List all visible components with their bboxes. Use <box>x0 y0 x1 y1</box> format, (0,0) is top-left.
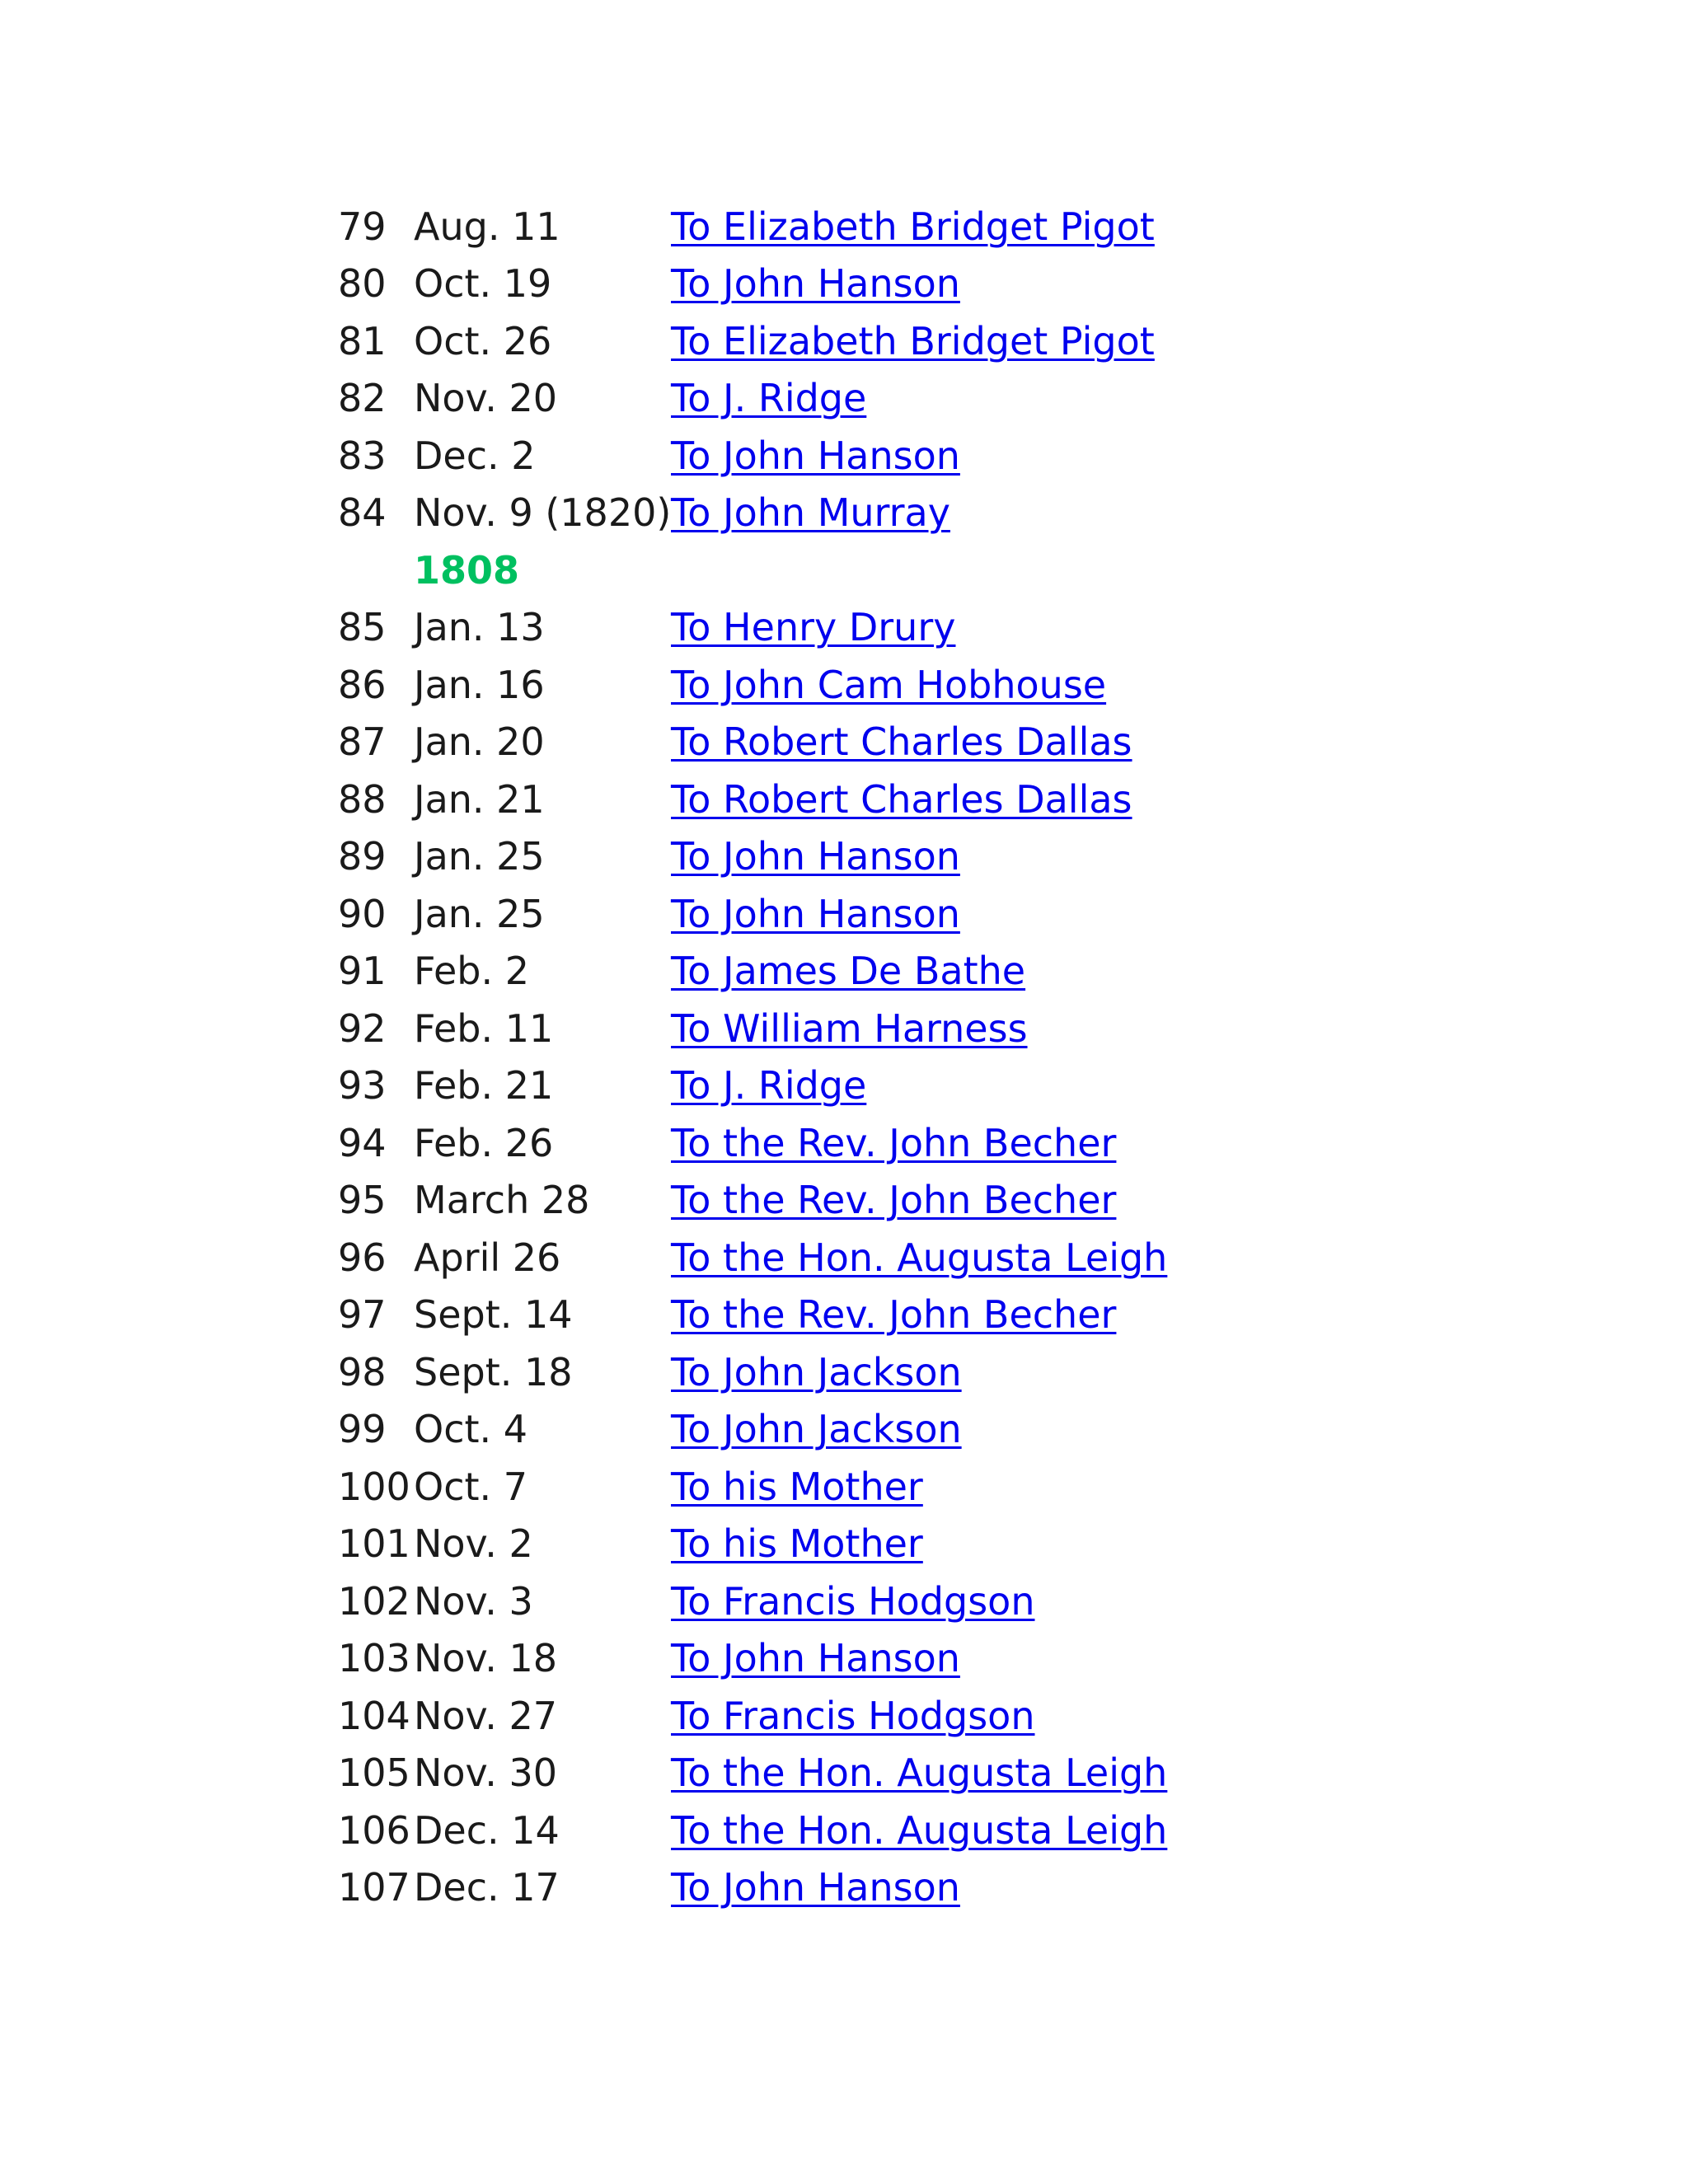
letter-row <box>338 943 1409 1001</box>
letter-number: 80 <box>338 261 387 307</box>
letter-row <box>338 714 1409 771</box>
letter-date: Feb. 21 <box>414 1063 554 1108</box>
letter-recipient-link[interactable]: To John Hanson <box>671 1865 960 1910</box>
letter-number: 107 <box>338 1865 410 1910</box>
letter-date: Feb. 11 <box>414 1005 554 1051</box>
letter-row <box>338 1630 1409 1688</box>
letter-recipient-cell <box>671 1750 1168 1796</box>
letter-recipient-cell <box>671 891 960 936</box>
letter-row <box>338 485 1409 542</box>
letter-recipient-cell <box>671 949 1026 994</box>
letter-row <box>338 1057 1409 1115</box>
letter-recipient-cell <box>671 662 1107 707</box>
letter-number: 92 <box>338 1005 387 1051</box>
letter-recipient-cell <box>671 433 960 478</box>
letter-date: Jan. 16 <box>414 662 545 707</box>
letter-row <box>338 1516 1409 1573</box>
letter-number: 84 <box>338 490 387 536</box>
letter-row <box>338 1859 1409 1917</box>
letter-date: Jan. 13 <box>414 605 545 650</box>
letter-recipient-cell <box>671 1407 962 1452</box>
letter-recipient-cell <box>671 776 1132 822</box>
letter-number: 103 <box>338 1636 410 1681</box>
letter-row <box>338 312 1409 370</box>
letter-date: Jan. 25 <box>414 834 545 879</box>
letter-recipient-cell <box>671 1693 1035 1738</box>
letter-date: Nov. 30 <box>414 1750 557 1796</box>
letter-recipient-cell <box>671 1292 1117 1338</box>
letter-recipient-cell <box>671 1005 1028 1051</box>
letter-recipient-link[interactable]: To Elizabeth Bridget Pigot <box>671 318 1155 363</box>
letters-list <box>338 198 1409 1916</box>
letter-recipient-cell <box>671 1464 923 1509</box>
letter-row <box>338 885 1409 943</box>
letter-recipient-cell <box>671 1807 1168 1853</box>
letter-recipient-cell <box>671 204 1155 249</box>
letter-recipient-link[interactable]: To J. Ridge <box>671 376 867 421</box>
letter-number: 96 <box>338 1235 387 1280</box>
letter-number: 87 <box>338 719 387 765</box>
letter-row <box>338 1114 1409 1172</box>
letter-number: 95 <box>338 1178 387 1223</box>
letter-date: Jan. 25 <box>414 891 545 936</box>
letter-date: April 26 <box>414 1235 561 1280</box>
letter-date: Oct. 26 <box>414 318 552 363</box>
letter-number: 90 <box>338 891 387 936</box>
letter-recipient-cell <box>671 318 1155 363</box>
letter-recipient-link[interactable]: To John Hanson <box>671 891 960 936</box>
letter-row <box>338 1802 1409 1859</box>
letter-row <box>338 1572 1409 1630</box>
letter-row <box>338 1172 1409 1230</box>
year-heading-row <box>338 541 1409 599</box>
letter-date: Dec. 14 <box>414 1807 560 1853</box>
letter-recipient-cell <box>671 261 960 307</box>
letter-date: Nov. 20 <box>414 376 557 421</box>
letter-recipient-cell <box>671 1178 1117 1223</box>
letter-date: Feb. 2 <box>414 949 529 994</box>
letter-recipient-link[interactable]: To John Jackson <box>671 1349 962 1394</box>
letter-recipient-link[interactable]: To the Hon. Augusta Leigh <box>671 1807 1168 1853</box>
letter-row <box>338 198 1409 255</box>
letter-row <box>338 1286 1409 1344</box>
letter-recipient-cell <box>671 1578 1035 1624</box>
letter-recipient-link[interactable]: To the Rev. John Becher <box>671 1120 1117 1165</box>
letter-recipient-cell <box>671 1865 960 1910</box>
letter-recipient-link[interactable]: To Elizabeth Bridget Pigot <box>671 204 1155 249</box>
letter-number: 102 <box>338 1578 410 1624</box>
letter-date: Sept. 18 <box>414 1349 573 1394</box>
letter-number: 93 <box>338 1063 387 1108</box>
letter-recipient-link[interactable]: To John Hanson <box>671 834 960 879</box>
letter-recipient-link[interactable]: To John Hanson <box>671 433 960 478</box>
letter-date: Dec. 2 <box>414 433 536 478</box>
letter-row <box>338 771 1409 828</box>
letter-date: Oct. 19 <box>414 261 552 307</box>
letter-recipient-link[interactable]: To Henry Drury <box>671 605 956 650</box>
letter-number: 94 <box>338 1120 387 1165</box>
letter-number: 100 <box>338 1464 410 1509</box>
letter-number: 91 <box>338 949 387 994</box>
letter-date: Oct. 4 <box>414 1407 528 1452</box>
letter-date: Nov. 27 <box>414 1693 557 1738</box>
letter-number: 97 <box>338 1292 387 1338</box>
letter-number: 83 <box>338 433 387 478</box>
letter-recipient-cell <box>671 1235 1168 1280</box>
letter-number: 89 <box>338 834 387 879</box>
letter-recipient-link[interactable]: To John Hanson <box>671 261 960 307</box>
letter-date: Oct. 7 <box>414 1464 528 1509</box>
letter-recipient-cell <box>671 834 960 879</box>
letter-number: 105 <box>338 1750 410 1796</box>
letter-number: 99 <box>338 1407 387 1452</box>
letter-recipient-link[interactable]: To James De Bathe <box>671 949 1026 994</box>
letter-row <box>338 1000 1409 1057</box>
letter-row <box>338 656 1409 714</box>
letter-recipient-link[interactable]: To J. Ridge <box>671 1063 867 1108</box>
letter-recipient-cell <box>671 1521 923 1567</box>
letter-recipient-link[interactable]: To John Murray <box>671 490 950 536</box>
letter-recipient-link[interactable]: To his Mother <box>671 1464 923 1509</box>
letter-recipient-link[interactable]: To John Hanson <box>671 1636 960 1681</box>
letter-recipient-link[interactable]: To his Mother <box>671 1521 923 1567</box>
letter-row <box>338 370 1409 428</box>
letter-date: Dec. 17 <box>414 1865 560 1910</box>
letter-date: Nov. 3 <box>414 1578 533 1624</box>
letter-date: March 28 <box>414 1178 590 1223</box>
letter-row <box>338 1745 1409 1802</box>
letter-recipient-cell <box>671 1349 962 1394</box>
letter-number: 98 <box>338 1349 387 1394</box>
letter-number: 81 <box>338 318 387 363</box>
letter-row <box>338 828 1409 886</box>
letter-row <box>338 427 1409 485</box>
letter-row <box>338 255 1409 313</box>
letter-row <box>338 1229 1409 1286</box>
letter-recipient-link[interactable]: To the Hon. Augusta Leigh <box>671 1750 1168 1796</box>
letter-recipient-link[interactable]: To John Cam Hobhouse <box>671 662 1107 707</box>
letter-recipient-cell <box>671 490 950 536</box>
letter-number: 106 <box>338 1807 410 1853</box>
letter-number: 79 <box>338 204 387 249</box>
letter-recipient-cell <box>671 1120 1117 1165</box>
letter-date: Jan. 21 <box>414 776 545 822</box>
letter-number: 86 <box>338 662 387 707</box>
year-heading: 1808 <box>414 547 520 593</box>
letter-date: Aug. 11 <box>414 204 560 249</box>
letter-recipient-link[interactable]: To Robert Charles Dallas <box>671 719 1132 765</box>
letter-recipient-link[interactable]: To the Rev. John Becher <box>671 1292 1117 1338</box>
letter-recipient-link[interactable]: To Francis Hodgson <box>671 1578 1035 1624</box>
letter-recipient-link[interactable]: To Robert Charles Dallas <box>671 776 1132 822</box>
letter-number: 101 <box>338 1521 410 1567</box>
letter-recipient-link[interactable]: To the Rev. John Becher <box>671 1178 1117 1223</box>
letter-row <box>338 1401 1409 1459</box>
letter-row <box>338 1687 1409 1745</box>
letter-date: Nov. 2 <box>414 1521 533 1567</box>
letter-row <box>338 1458 1409 1516</box>
letter-date: Jan. 20 <box>414 719 545 765</box>
letter-number: 85 <box>338 605 387 650</box>
letter-date: Sept. 14 <box>414 1292 573 1338</box>
letter-recipient-link[interactable]: To William Harness <box>671 1005 1028 1051</box>
letter-recipient-cell <box>671 1063 867 1108</box>
letter-row <box>338 599 1409 657</box>
letter-date: Nov. 9 (1820) <box>414 490 672 536</box>
letter-recipient-cell <box>671 719 1132 765</box>
letter-recipient-cell <box>671 1636 960 1681</box>
letter-row <box>338 1343 1409 1401</box>
letter-recipient-link[interactable]: To Francis Hodgson <box>671 1693 1035 1738</box>
letter-recipient-cell <box>671 376 867 421</box>
letter-date: Nov. 18 <box>414 1636 557 1681</box>
letter-recipient-link[interactable]: To the Hon. Augusta Leigh <box>671 1235 1168 1280</box>
letter-date: Feb. 26 <box>414 1120 554 1165</box>
letter-number: 82 <box>338 376 387 421</box>
letter-number: 88 <box>338 776 387 822</box>
letter-recipient-link[interactable]: To John Jackson <box>671 1407 962 1452</box>
letter-number: 104 <box>338 1693 410 1738</box>
letter-recipient-cell <box>671 605 956 650</box>
